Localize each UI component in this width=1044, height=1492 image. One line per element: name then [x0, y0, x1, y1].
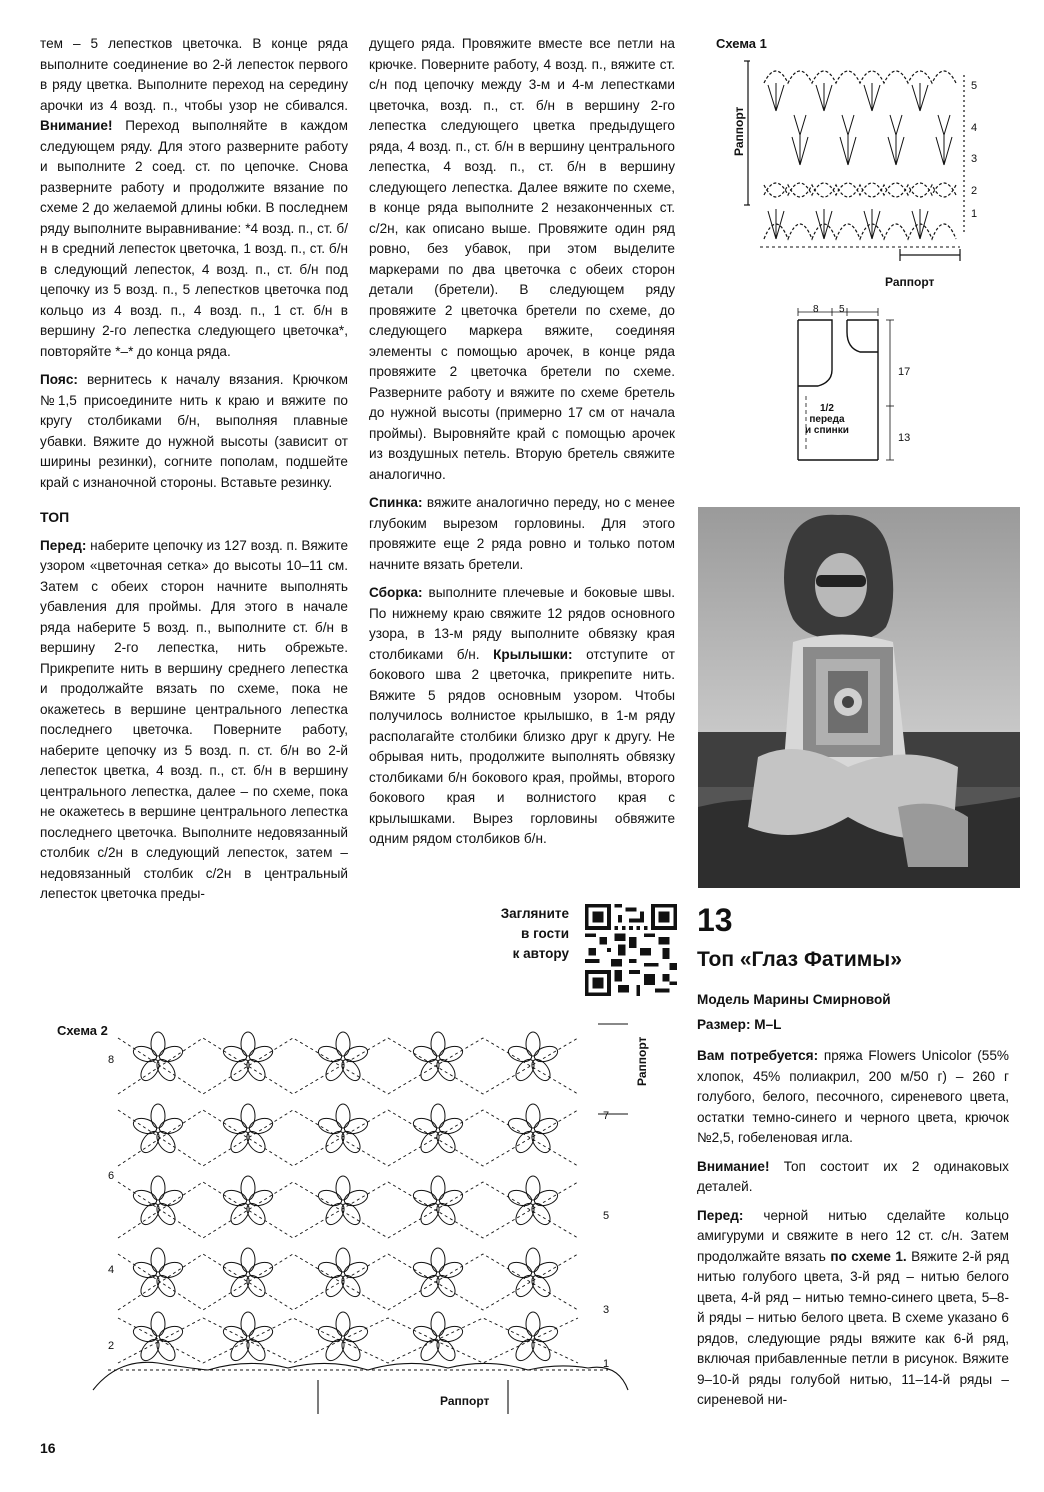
- pattern-diagram: [790, 300, 930, 470]
- text-column-2: [369, 34, 675, 858]
- schema2-row-number: 8: [108, 1054, 115, 1066]
- pattern-height-2: 13: [898, 432, 911, 444]
- schema1-row-number: 4: [971, 122, 978, 134]
- schema1-row-number: 3: [971, 153, 978, 165]
- paragraph-model-front: Перед: черной нитью сделайте кольцо амигуруми и свяжите в него 12 ст. с/н. Затем продолжайте вязать по схеме 1. Вяжите 2-й ряд нитью голубого цвета, 3-й ряд – нитью белого цвета, 4-й ряд – нитью темно-синего цвета, 5–8-й ряды – нитью белого цвета. В схеме указано 6 рядов, следующие ряды вяжите как 6-й ряд, включая прибавленные петли в рисунок. Вяжите 9–10-й ряды голубой нитью, 11–14-й ряды – сиреневой ни-: [697, 1207, 1009, 1407]
- schema2-row-number: 2: [108, 1340, 115, 1352]
- schema1-diagram: [740, 55, 1000, 265]
- schema2-row-number: 6: [108, 1170, 115, 1182]
- page-number: 16: [40, 1440, 56, 1456]
- model-number: 13: [697, 902, 733, 938]
- paragraph-belt: Пояс: вернитесь к началу вязания. Крючком №1,5 присоедините нить к краю и вяжите по кругу столбиками б/н, выполняя плавные убавки. Вяжите до нужной высоты (зависит от ширины резинки), согните пополам, подшейте край с изнаночной стороны. Вставьте резинку.: [40, 372, 349, 490]
- pattern-height-1: 17: [898, 366, 911, 378]
- qr-caption-line: в гости: [521, 926, 569, 941]
- schema1-row-number: 1: [971, 208, 978, 220]
- qr-caption-line: к автору: [512, 946, 569, 961]
- schema1-row-number: 2: [971, 185, 978, 197]
- pattern-part-label-line: и спинки: [805, 425, 849, 436]
- model-author: Модель Марины Смирновой: [697, 992, 891, 1007]
- pattern-part-label-line: 1/2: [819, 403, 834, 414]
- paragraph-materials: Вам потребуется: пряжа Flowers Unicolor (55% хлопок, 45% полиакрил, 200 м/50 г) – 260 г голубого, белого, песочного, сиреневого цвета, остатки темно-синего и черного цвета, крючок №2,5, гобеленовая игла.: [697, 1048, 1009, 1145]
- text-column-3: [697, 1046, 1009, 1419]
- model-photo: [698, 507, 1020, 888]
- schema1-label: Схема 1: [716, 36, 767, 51]
- pattern-width-2: 5: [839, 304, 845, 315]
- schema1-rapport-vertical: Раппорт: [732, 106, 746, 156]
- schema2-rapport-vertical: Раппорт: [635, 1036, 649, 1086]
- schema2-row-number: 7: [603, 1110, 610, 1122]
- schema2-row-number: 4: [108, 1264, 115, 1276]
- schema1-row-number: 5: [971, 80, 978, 92]
- text-column-1: [40, 34, 348, 913]
- schema2-diagram: [88, 1018, 633, 1418]
- pattern-part-label-line: переда: [809, 414, 845, 425]
- pattern-width-1: 8: [813, 304, 819, 315]
- qr-code[interactable]: [582, 904, 680, 996]
- paragraph-front-cont: дущего ряда. Провяжите вместе все петли на крючке. Поверните работу, 4 возд. п., вяжите ст. с/н под цепочку между 3-м и 4-м лепестками цветочка, возд. п., ст. б/н в вершину 2-го лепестка следующего цветка предыдущего ряда, 4 возд. п., ст. б/н в вершину центрального лепестка, 4 возд. п., ст. б/н в вершину следующего лепестка. Далее вяжите по схеме, в конце ряда выполните 2 незаконченных ст. с/2н, как описано выше. Провяжите один ряд ровно, без убавок, при этом выделите маркерами по два цветочка с обеих сторон детали (бретели). В следующем ряду провяжите 2 цветочка бретели по схеме, до следующего маркера вяжите, соединяя элементы с помощью арочек, в конце ряда провяжите 2 цветочка бретели по схеме. Разверните работу и вяжите по схеме бретель до нужной высоты (примерно 17 см от начала проймы). Выровняйте край с помощью арочек из воздушных петель. Вторую бретель свяжите аналогично.: [369, 36, 675, 482]
- qr-caption-line: Загляните: [500, 906, 569, 921]
- schema2-rapport-horizontal: Раппорт: [440, 1394, 490, 1408]
- schema2-row-number: 3: [603, 1304, 610, 1316]
- paragraph-assembly: Сборка: выполните плечевые и боковые швы. По нижнему краю свяжите 12 рядов основного узора, в 13-м ряду выполните обвязку края столбиками б/н. Крылышки: отступите от бокового шва 2 цветочка, прикрепите нить. Вяжите 5 рядов основным узором. Чтобы получилось волнистое крылышко, в 1-м ряду располагайте столбики близко друг к другу. Не обрывая нить, продолжите выполнять обвязку столбиками б/н бокового края, проймы, второго бокового края и волнистого края с крылышками. Вырез горловины обвяжите одним рядом столбиков б/н.: [369, 585, 676, 846]
- paragraph-skirt-end: тем – 5 лепестков цветочка. В конце ряда выполните соединение во 2-й лепесток первого в ряду цветка. Выполните переход на середину арочки из 4 возд. п., чтобы узор не сбивался. Внимание! Переход выполняйте в каждом следующем ряду. Для этого разверните работу и выполните 2 соед. ст. по цепочке. Снова разверните работу и продолжите вязание по схеме 2 до желаемой длины юбки. В последнем ряду выполните выравнивание: *4 возд. п., ст. б/н в средний лепесток цветочка, 1 возд. п., ст. б/н в следующий лепесток, 4 возд. п., ст. б/н под цепочку из 5 возд. п., 5 лепестков цветочка под кольцо из 4 возд. п., 4 возд. п., 1 ст. б/н в вершину 2-го лепестка следующего цветочка*, повторяйте *–* до конца ряда.: [40, 36, 348, 359]
- qr-caption: [475, 904, 569, 964]
- section-heading-top: ТОП: [40, 509, 70, 525]
- pattern-part-label: [805, 403, 849, 436]
- schema2-row-number: 1: [603, 1358, 610, 1370]
- paragraph-note: Внимание! Топ состоит их 2 одинаковых деталей.: [697, 1158, 1009, 1194]
- model-title: Топ «Глаз Фатимы»: [697, 948, 902, 971]
- paragraph-back: Спинка: вяжите аналогично переду, но с менее глубоким вырезом горловины. Для этого провяжите еще 2 ряда ровно и только потом начните вязать бретели.: [369, 495, 675, 572]
- schema2-row-number: 5: [603, 1210, 610, 1222]
- paragraph-front: Перед: наберите цепочку из 127 возд. п. Вяжите узором «цветочная сетка» до высоты 10–11 см. Затем с обеих сторон начните выполнять убавления для проймы. Для этого в начале ряда наберите 5 возд. п., выполните ст. б/н в вершину 2-го лепестка, нить обрежьте. Прикрепите нить в вершину среднего лепестка и продолжайте вязать по схеме, пока не окажетесь в вершине центрального лепестка последнего цветочка. Поверните работу, наберите цепочку из 5 возд. п. ст. б/н во 2-й лепесток цветка, 4 возд. п., ст. б/н в вершину центрального лепестка, далее – по схеме, пока не окажетесь в вершине центрального лепестка последнего цветочка. Выполните недовязанный столбик с/2н в следующий лепесток, затем – недовязанный столбик с/2н в центральный лепесток цветочка преды-: [40, 537, 349, 901]
- model-size: Размер: M–L: [697, 1017, 782, 1032]
- schema2-label: Схема 2: [57, 1023, 108, 1038]
- schema1-rapport-horizontal: Раппорт: [885, 275, 935, 289]
